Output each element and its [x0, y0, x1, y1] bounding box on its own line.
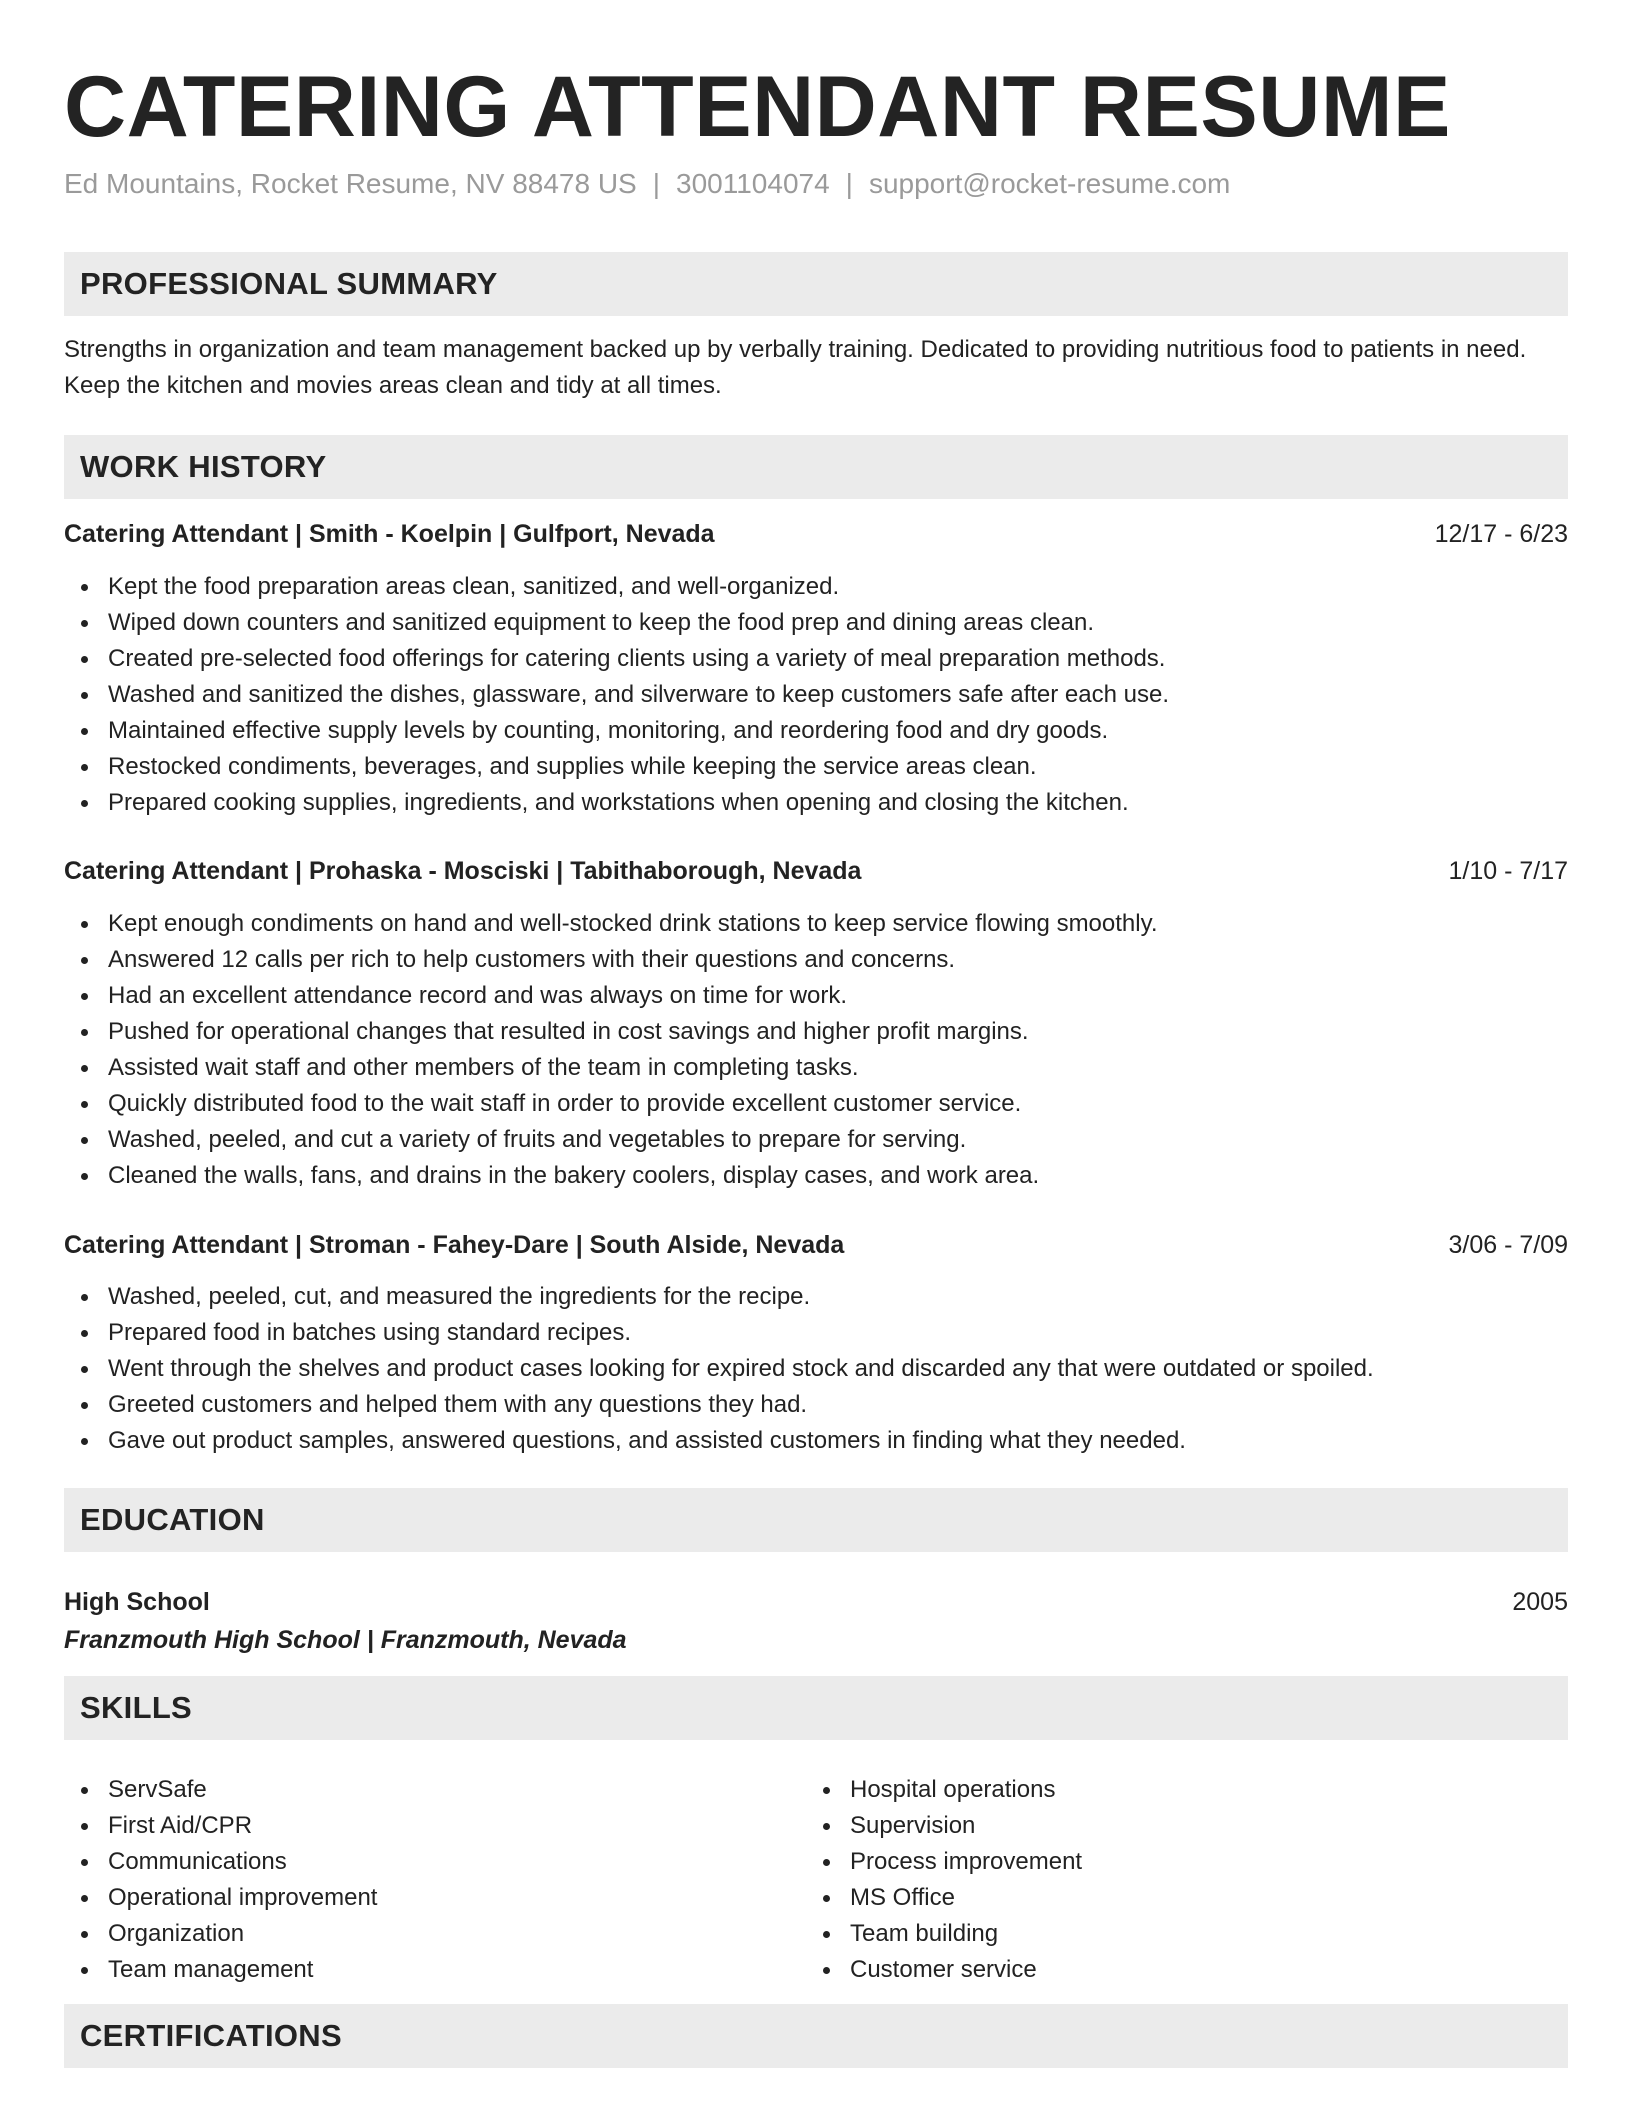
- job-bullet: Greeted customers and helped them with any questions they had.: [64, 1387, 1568, 1423]
- skill-item: MS Office: [806, 1880, 1632, 1916]
- skill-item: ServSafe: [64, 1772, 1568, 1808]
- work-section-header: [64, 435, 1568, 499]
- job-bullet: Pushed for operational changes that resulted in cost savings and higher profit margins.: [64, 1014, 1568, 1050]
- skill-item: Process improvement: [806, 1844, 1632, 1880]
- job-bullet: Created pre-selected food offerings for catering clients using a variety of meal preparation methods.: [64, 641, 1568, 677]
- job-bullet: Kept enough condiments on hand and well-stocked drink stations to keep service flowing smoothly.: [64, 906, 1568, 942]
- job-bullet-list: [64, 906, 1568, 1194]
- skills-section-header: [64, 1676, 1568, 1740]
- job-bullet: Maintained effective supply levels by counting, monitoring, and reordering food and dry goods.: [64, 713, 1568, 749]
- job-bullet: Wiped down counters and sanitized equipment to keep the food prep and dining areas clean.: [64, 605, 1568, 641]
- summary-section-header: [64, 252, 1568, 316]
- contact-line: [64, 164, 1230, 204]
- education-year: 2005: [1512, 1588, 1568, 1616]
- skills-heading: SKILLS: [80, 1690, 193, 1725]
- education-degree: High School: [64, 1588, 210, 1616]
- job-bullet: Gave out product samples, answered questions, and assisted customers in finding what they needed.: [64, 1423, 1568, 1459]
- contact-address: Ed Mountains, Rocket Resume, NV 88478 US: [64, 168, 637, 199]
- job-bullet: Restocked condiments, beverages, and supplies while keeping the service areas clean.: [64, 749, 1568, 785]
- job-bullet: Cleaned the walls, fans, and drains in the bakery coolers, display cases, and work area.: [64, 1158, 1568, 1194]
- job-bullet: Quickly distributed food to the wait staff in order to provide excellent customer service.: [64, 1086, 1568, 1122]
- work-heading: WORK HISTORY: [80, 449, 327, 484]
- job-bullet: Went through the shelves and product cases looking for expired stock and discarded any that were outdated or spoiled.: [64, 1351, 1568, 1387]
- job-bullet: Kept the food preparation areas clean, sanitized, and well-organized.: [64, 569, 1568, 605]
- job-title: Catering Attendant | Prohaska - Mosciski | Tabithaborough, Nevada: [64, 857, 862, 885]
- job-bullet-list: [64, 569, 1568, 821]
- summary-text: Strengths in organization and team management backed up by verbally training. Dedicated to providing nutritious food to patients in need. Keep the kitchen and movies areas clean and tidy at all times.: [64, 336, 1527, 399]
- contact-email: support@rocket-resume.com: [868, 168, 1231, 199]
- certifications-heading: CERTIFICATIONS: [80, 2018, 342, 2053]
- job-header: [64, 1227, 1568, 1263]
- job-dates: 1/10 - 7/17: [1448, 857, 1568, 885]
- education-section-header: [64, 1488, 1568, 1552]
- summary-heading: PROFESSIONAL SUMMARY: [80, 266, 498, 301]
- job-bullet: Prepared food in batches using standard recipes.: [64, 1315, 1568, 1351]
- education-school: Franzmouth High School | Franzmouth, Nevada: [64, 1626, 627, 1654]
- skill-item: First Aid/CPR: [64, 1808, 1568, 1844]
- skill-item: Team management: [64, 1952, 1568, 1988]
- job-title: Catering Attendant | Stroman - Fahey-Dare | South Alside, Nevada: [64, 1231, 845, 1259]
- job-bullet: Washed, peeled, cut, and measured the ingredients for the recipe.: [64, 1279, 1568, 1315]
- job-header: [64, 853, 1568, 889]
- contact-separator: |: [652, 168, 661, 199]
- contact-phone: 3001104074: [676, 168, 830, 199]
- skill-item: Organization: [64, 1916, 1568, 1952]
- job-dates: 12/17 - 6/23: [1434, 520, 1568, 548]
- job-dates: 3/06 - 7/09: [1448, 1231, 1568, 1259]
- contact-separator: |: [845, 168, 853, 199]
- job-bullet-list: [64, 1279, 1568, 1459]
- skill-item: Hospital operations: [806, 1772, 1632, 1808]
- education-heading: EDUCATION: [80, 1502, 265, 1537]
- job-bullet: Washed, peeled, and cut a variety of fruits and vegetables to prepare for serving.: [64, 1122, 1568, 1158]
- job-bullet: Assisted wait staff and other members of the team in completing tasks.: [64, 1050, 1568, 1086]
- job-bullet: Answered 12 calls per rich to help customers with their questions and concerns.: [64, 942, 1568, 978]
- skills-list-right: [806, 1772, 1632, 1988]
- job-title: Catering Attendant | Smith - Koelpin | Gulfport, Nevada: [64, 520, 715, 548]
- job-header: [64, 516, 1568, 552]
- skill-item: Operational improvement: [64, 1880, 1568, 1916]
- skill-item: Supervision: [806, 1808, 1632, 1844]
- certifications-section-header: [64, 2004, 1568, 2068]
- resume-title: CATERING ATTENDANT RESUME: [64, 59, 1451, 155]
- skill-item: Communications: [64, 1844, 1568, 1880]
- job-bullet: Prepared cooking supplies, ingredients, and workstations when opening and closing the kitchen.: [64, 785, 1568, 821]
- job-bullet: Washed and sanitized the dishes, glassware, and silverware to keep customers safe after each use.: [64, 677, 1568, 713]
- job-bullet: Had an excellent attendance record and was always on time for work.: [64, 978, 1568, 1014]
- skill-item: Team building: [806, 1916, 1632, 1952]
- skill-item: Customer service: [806, 1952, 1632, 1988]
